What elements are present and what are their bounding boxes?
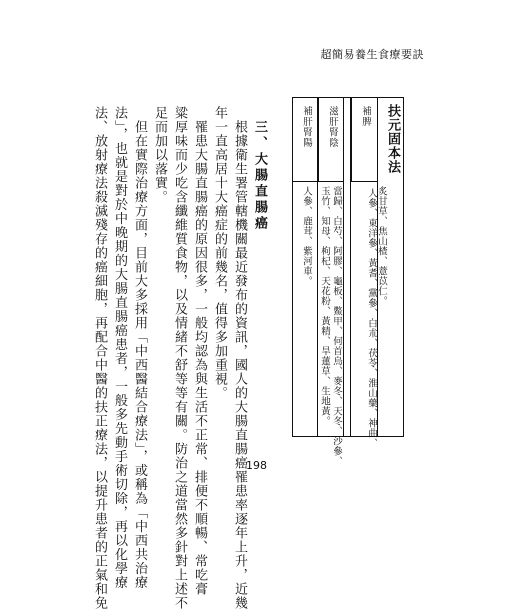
section-heading: 三、大腸直腸癌 — [252, 120, 267, 232]
body-column: 法」，也就是對於中晚期的大腸直腸癌患者，一般多先動手術切除，再以化學療 — [112, 106, 127, 590]
body-column: 粱厚味而少吃含纖維質食物，以及情緒不舒等等有關。防治之道當然多針對上述不 — [172, 106, 187, 610]
row-label-text: 滋肝腎陰 — [327, 106, 338, 148]
row-line: 人參、東洋參、黃耆、黨參、白朮、茯苓、淮山藥、神曲、 — [366, 188, 377, 448]
table-row-label — [318, 98, 344, 182]
body-column: 足而加以落實。 — [152, 106, 167, 204]
table-title: 扶元固本法 — [385, 104, 400, 174]
table-row1-line2: 炙甘草、焦山楂、薏苡仁。 — [376, 186, 387, 306]
body-column: 法、放射療法殺滅殘存的癌細胞，再配合中醫的扶正療法，以提升患者的正氣和免 — [92, 106, 107, 610]
row-label-text: 補肝腎陽 — [301, 106, 312, 148]
body-column: 根據衛生署管轄機關最近發布的資訊，國人的大腸直腸癌罹患率逐年上升，近幾 — [232, 120, 247, 610]
page-number: 198 — [246, 459, 267, 472]
body-column: 但在實際治療方面，目前大多採用「中西醫結合療法」，或稱為「中西共治療 — [132, 120, 147, 590]
table-row3-line1: 人參、鹿茸、紫河車。 — [301, 186, 312, 286]
row-label-text: 補脾 — [360, 106, 371, 127]
table-row-label — [292, 98, 318, 182]
table-row-label — [351, 98, 377, 182]
running-header: 超簡易養生食療要訣 — [320, 48, 424, 61]
table-row2-line1: 當歸、白芍、阿膠、龜板、鱉甲、何首烏、麥冬、天冬、沙參、 — [331, 186, 342, 466]
table-row2-line2: 玉竹、知母、枸杞、天花粉、黃精、旱蓮草、生地黃。 — [319, 186, 330, 426]
body-column: 罹患大腸直腸癌的原因很多，一般均認為與生活不正常、排便不順暢、常吃膏 — [192, 120, 207, 596]
body-column: 年一直高居十大癌症的前幾名，值得多加重視。 — [212, 106, 227, 400]
